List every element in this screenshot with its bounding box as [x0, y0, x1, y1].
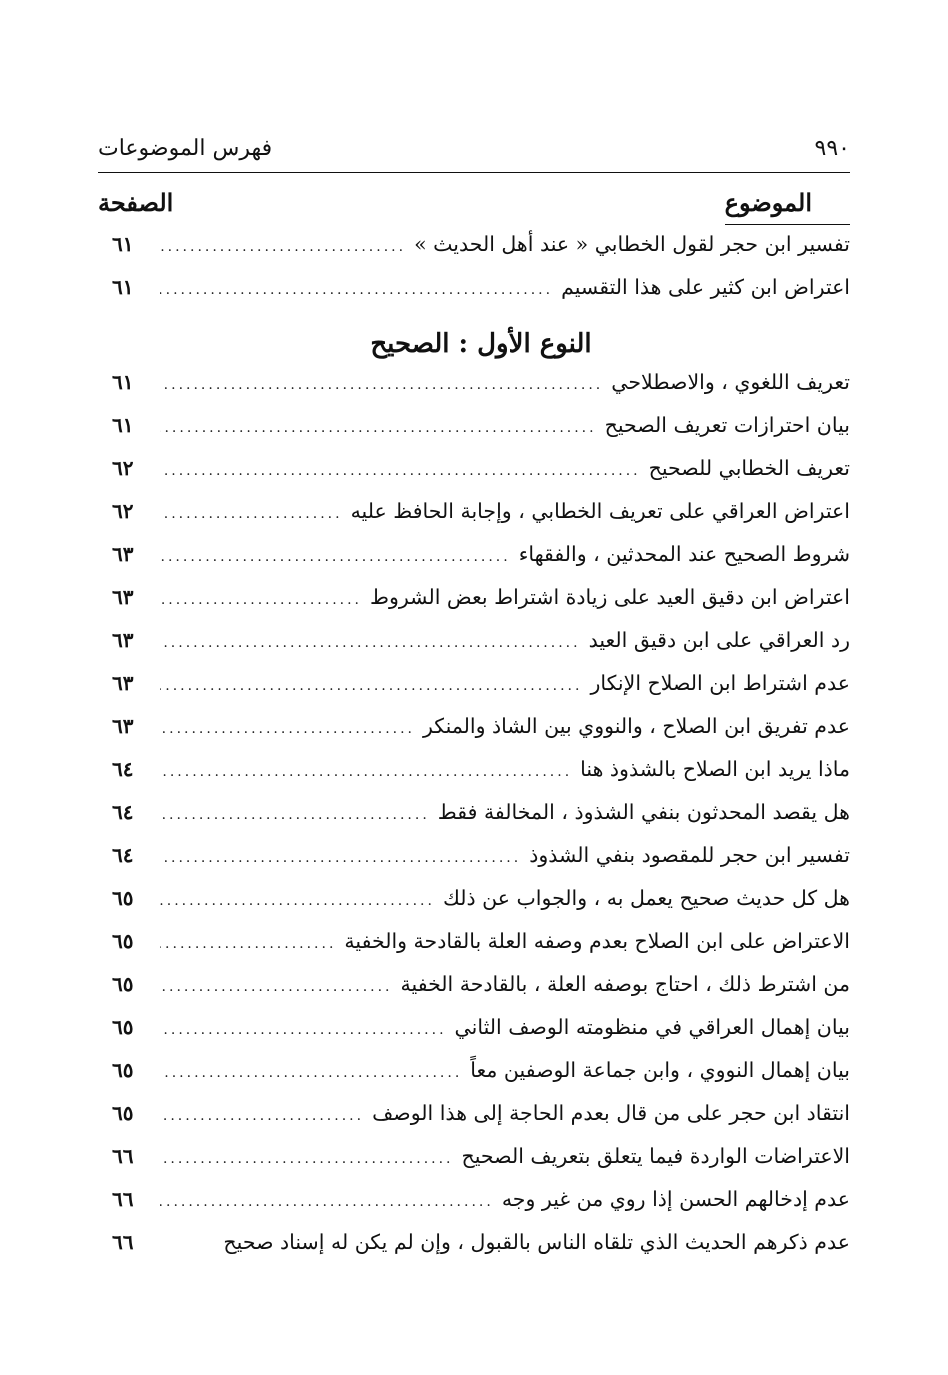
toc-entry-title: اعتراض ابن دقيق العيد على زيادة اشتراط بعض الشروط: [370, 585, 850, 609]
dot-leader: [160, 936, 336, 952]
dot-leader: [160, 1151, 454, 1167]
toc-entry-title: عدم تفريق ابن الصلاح ، والنووي بين الشاذ والمنكر: [423, 714, 850, 738]
toc-entry: [112, 499, 850, 542]
toc-entry-page: ٦٥: [112, 929, 134, 953]
toc-entry: [112, 585, 850, 628]
dot-leader: [160, 893, 435, 909]
toc-entry-title: تفسير ابن حجر لقول الخطابي « عند أهل الحديث »: [414, 232, 850, 256]
toc-entry-page: ٦٥: [112, 886, 134, 910]
dot-leader: [160, 678, 582, 694]
toc-entry-title: عدم اشتراط ابن الصلاح الإنكار: [590, 671, 850, 695]
toc-entry: [112, 542, 850, 585]
dot-leader: [160, 463, 641, 479]
dot-leader: [160, 1022, 447, 1038]
toc-entry-page: ٦٤: [112, 843, 134, 867]
toc-entry-page: ٦٦: [112, 1144, 134, 1168]
toc-entry: [112, 628, 850, 671]
toc-entry-page: ٦١: [112, 275, 134, 299]
column-headings: [98, 182, 850, 222]
toc-entry-title: بيان إهمال النووي ، وابن جماعة الوصفين معاً: [470, 1058, 850, 1082]
toc-entry-title: الاعتراضات الواردة فيما يتعلق بتعريف الصحيح: [461, 1144, 850, 1168]
toc-entry: [112, 232, 850, 275]
toc-entry-title: من اشترط ذلك ، احتاج بوصفه العلة ، بالقادحة الخفية: [400, 972, 850, 996]
toc-entry: [112, 1101, 850, 1144]
toc-entry-title: بيان إهمال العراقي في منظومته الوصف الثاني: [454, 1015, 850, 1039]
dot-leader: [160, 721, 415, 737]
dot-leader: [160, 850, 521, 866]
dot-leader: [160, 979, 393, 995]
dot-leader: [160, 807, 430, 823]
section-heading: النوع الأول : الصحيح: [370, 329, 592, 359]
topic-column-heading: الموضوع: [725, 188, 850, 217]
toc-entry-page: ٦٣: [112, 671, 134, 695]
running-header: [98, 130, 850, 166]
toc-entry-title: تعريف الخطابي للصحيح: [648, 456, 850, 480]
dot-leader: [160, 239, 406, 255]
toc-entry-page: ٦٢: [112, 456, 134, 480]
toc-entry-title: ماذا يريد ابن الصلاح بالشذوذ هنا: [580, 757, 850, 781]
toc-entry-title: اعتراض ابن كثير على هذا التقسيم: [561, 275, 850, 299]
toc-entry-title: عدم ذكرهم الحديث الذي تلقاه الناس بالقبول ، وإن لم يكن له إسناد صحيح: [223, 1230, 850, 1254]
page-column-heading: الصفحة: [98, 187, 174, 217]
toc-entry-page: ٦٣: [112, 542, 134, 566]
dot-leader: [160, 764, 572, 780]
toc-entry-title: عدم إدخالهم الحسن إذا روي من غير وجه: [501, 1187, 850, 1211]
toc-entry-page: ٦١: [112, 370, 134, 394]
dot-leader: [160, 1108, 364, 1124]
dot-leader: [160, 506, 343, 522]
header-rule: [98, 172, 850, 173]
toc-entry: [112, 1230, 850, 1273]
toc-entry: [112, 1058, 850, 1101]
toc-entry-page: ٦٦: [112, 1230, 134, 1254]
toc-entry: [112, 843, 850, 886]
toc-entry-page: ٦٢: [112, 499, 134, 523]
toc-entry-page: ٦٥: [112, 1015, 134, 1039]
toc-entry: [112, 972, 850, 1015]
toc-entry-page: ٦١: [112, 232, 134, 256]
toc-entry-title: رد العراقي على ابن دقيق العيد: [588, 628, 850, 652]
dot-leader: [160, 635, 581, 651]
toc-entry: [112, 456, 850, 499]
page-number: ٩٩٠: [814, 135, 850, 161]
toc-entry-title: الاعتراض على ابن الصلاح بعدم وصفه العلة بالقادحة والخفية: [344, 929, 850, 953]
toc-entry: [112, 1144, 850, 1187]
toc-entry-title: تفسير ابن حجر للمقصود بنفي الشذوذ: [529, 843, 850, 867]
toc-entry-title: تعريف اللغوي ، والاصطلاحي: [611, 370, 850, 394]
toc-entry: [112, 714, 850, 757]
toc-entry: [112, 929, 850, 972]
toc-entry-title: بيان احترازات تعريف الصحيح: [604, 413, 850, 437]
toc-entry-page: ٦٤: [112, 757, 134, 781]
toc-entry: [112, 757, 850, 800]
dot-leader: [160, 592, 362, 608]
toc-entry: [112, 800, 850, 843]
toc-entry: [112, 275, 850, 318]
toc-entry-title: هل يقصد المحدثون بنفي الشذوذ ، المخالفة فقط: [437, 800, 850, 824]
toc-entry-title: اعتراض العراقي على تعريف الخطابي ، وإجابة الحافظ عليه: [350, 499, 850, 523]
dot-leader: [160, 549, 511, 565]
toc-entry: [112, 1015, 850, 1058]
toc-entry: [112, 1187, 850, 1230]
dot-leader: [160, 1194, 494, 1210]
toc-entry-title: انتقاد ابن حجر على من قال بعدم الحاجة إلى هذا الوصف: [372, 1101, 850, 1125]
toc-entry-page: ٦٥: [112, 1058, 134, 1082]
dot-leader: [160, 377, 603, 393]
toc-entry-title: شروط الصحيح عند المحدثين ، والفقهاء: [518, 542, 850, 566]
toc-entry-page: ٦٥: [112, 1101, 134, 1125]
toc-entry-page: ٦٣: [112, 628, 134, 652]
toc-entry-page: ٦٥: [112, 972, 134, 996]
toc-entry: [112, 886, 850, 929]
toc-entry: [112, 671, 850, 714]
toc-entry-page: ٦٤: [112, 800, 134, 824]
toc-entry-page: ٦٣: [112, 714, 134, 738]
running-title: فهرس الموضوعات: [98, 135, 273, 161]
toc-entry-page: ٦٣: [112, 585, 134, 609]
dot-leader: [160, 420, 597, 436]
toc-entry-page: ٦٦: [112, 1187, 134, 1211]
toc-list: [112, 232, 850, 1273]
toc-entry-page: ٦١: [112, 413, 134, 437]
dot-leader: [160, 1065, 462, 1081]
dot-leader: [160, 282, 553, 298]
toc-entry-title: هل كل حديث صحيح يعمل به ، والجواب عن ذلك: [442, 886, 850, 910]
toc-entry: [112, 370, 850, 413]
toc-entry: [112, 413, 850, 456]
